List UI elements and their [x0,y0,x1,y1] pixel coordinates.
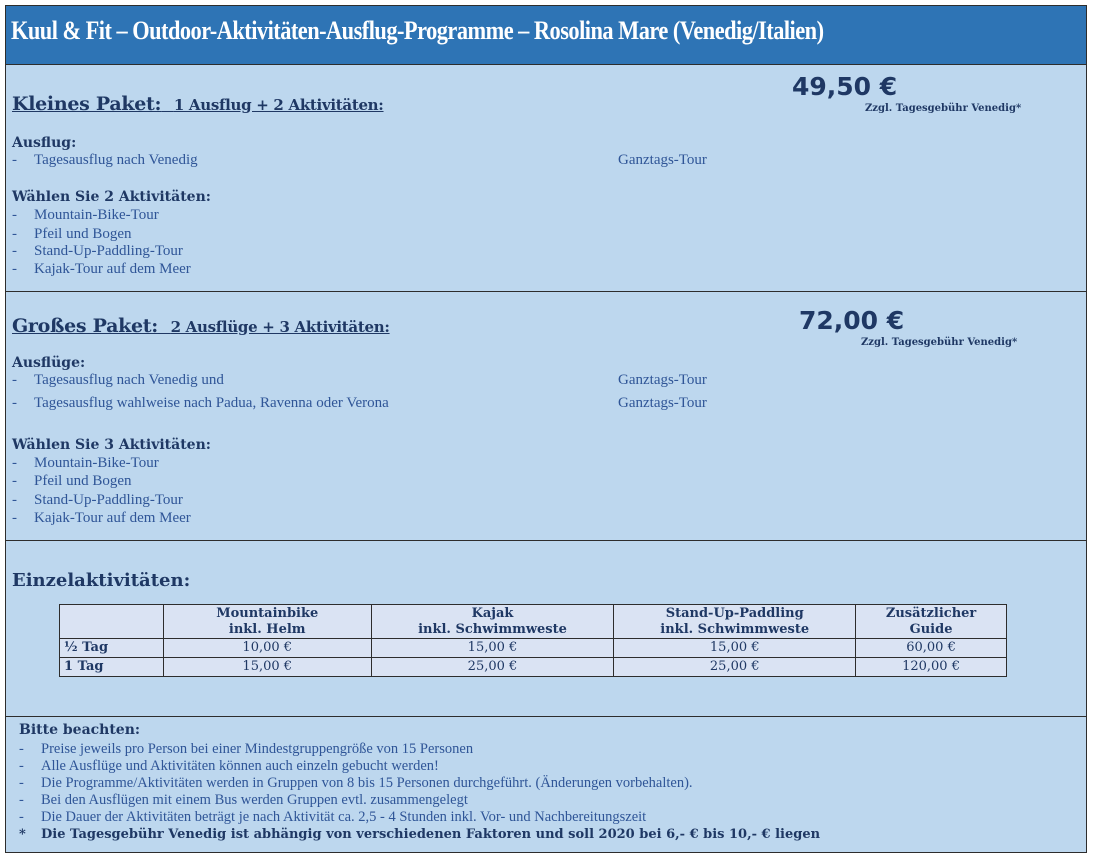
table-header [60,605,164,639]
table-row [60,639,1007,658]
note-item: - Bei den Ausflügen mit einem Bus werden Gruppen evtl. zusammengelegt [19,792,468,808]
table-cell: 15,00 € [371,639,614,658]
list-item: - Stand-Up-Paddling-Tour [12,492,183,508]
table-header: Kajak inkl. Schwimmweste [371,605,614,639]
tour-type: Ganztags-Tour [618,372,707,388]
note-item: - Die Dauer der Aktivitäten beträgt je nach Aktivität ca. 2,5 - 4 Stunden inkl. Vor- und Nachbereitungszeit [19,809,647,825]
title-bar [6,6,1086,65]
row-label: 1 Tag [60,658,164,677]
table-cell: 10,00 € [163,639,371,658]
list-item: - Tagesausflug nach Venedig [12,152,198,168]
tour-type: Ganztags-Tour [618,395,707,411]
page-title: Kuul & Fit – Outdoor-Aktivitäten-Ausflug-Programme – Rosolina Mare (Venedig/Italien) [11,16,824,45]
price-sheet [5,5,1087,853]
list-item: - Mountain-Bike-Tour [12,207,159,223]
big-package-title-sub: 2 Ausflüge + 3 Aktivitäten: [170,318,390,336]
note-item: - Die Programme/Aktivitäten werden in Gruppen von 8 bis 15 Personen durchgeführt. (Änderungen vorbehalten). [19,775,693,791]
table-cell: 15,00 € [614,639,856,658]
big-package-price: 72,00 € [799,306,905,335]
small-package-fee-note: Zzgl. Tagesgebühr Venedig* [865,103,1022,114]
list-item: - Stand-Up-Paddling-Tour [12,243,183,259]
table-header: Zusätzlicher Guide [856,605,1007,639]
list-item: - Kajak-Tour auf dem Meer [12,510,191,526]
note-item: - Alle Ausflüge und Aktivitäten können auch einzeln gebucht werden! [19,758,439,774]
notes-section [6,717,1086,853]
small-package-title-main: Kleines Paket: [12,93,162,115]
notes-title: Bitte beachten: [19,722,141,738]
table-cell: 60,00 € [856,639,1007,658]
table-header-row [60,605,1007,639]
row-label: ½ Tag [60,639,164,658]
big-package-trips-label: Ausflüge: [12,355,86,371]
note-item: - Preise jeweils pro Person bei einer Mindestgruppengröße von 15 Personen [19,741,474,757]
table-cell: 25,00 € [371,658,614,677]
table-header: Mountainbike inkl. Helm [163,605,371,639]
footnote: * Die Tagesgebühr Venedig ist abhängig von verschiedenen Faktoren und soll 2020 bei 6,- € bis 10,- € liegen [19,827,821,842]
list-item: - Tagesausflug nach Venedig und [12,372,224,388]
small-package-title-sub: 1 Ausflug + 2 Aktivitäten: [173,96,384,114]
list-item: - Pfeil und Bogen [12,226,132,242]
list-item: - Tagesausflug wahlweise nach Padua, Ravenna oder Verona [12,395,389,411]
small-package-trips-label: Ausflug: [12,135,77,151]
small-package-activities-label: Wählen Sie 2 Aktivitäten: [12,189,211,205]
table-cell: 120,00 € [856,658,1007,677]
table-cell: 15,00 € [163,658,371,677]
table-header: Stand-Up-Paddling inkl. Schwimmweste [614,605,856,639]
small-package-price: 49,50 € [792,72,898,101]
list-item: - Kajak-Tour auf dem Meer [12,261,191,277]
single-activities-section [6,541,1086,717]
list-item: - Mountain-Bike-Tour [12,455,159,471]
table-cell: 25,00 € [614,658,856,677]
small-package-title [12,93,384,115]
big-package-title-main: Großes Paket: [12,315,158,337]
table-row [60,658,1007,677]
single-activities-title: Einzelaktivitäten: [12,570,191,591]
big-package-title [12,315,390,337]
tour-type: Ganztags-Tour [618,152,707,168]
price-table [59,604,1007,677]
big-package-activities-label: Wählen Sie 3 Aktivitäten: [12,437,211,453]
big-package-fee-note: Zzgl. Tagesgebühr Venedig* [861,337,1018,348]
list-item: - Pfeil und Bogen [12,473,132,489]
big-package-section [6,292,1086,541]
small-package-section [6,65,1086,292]
